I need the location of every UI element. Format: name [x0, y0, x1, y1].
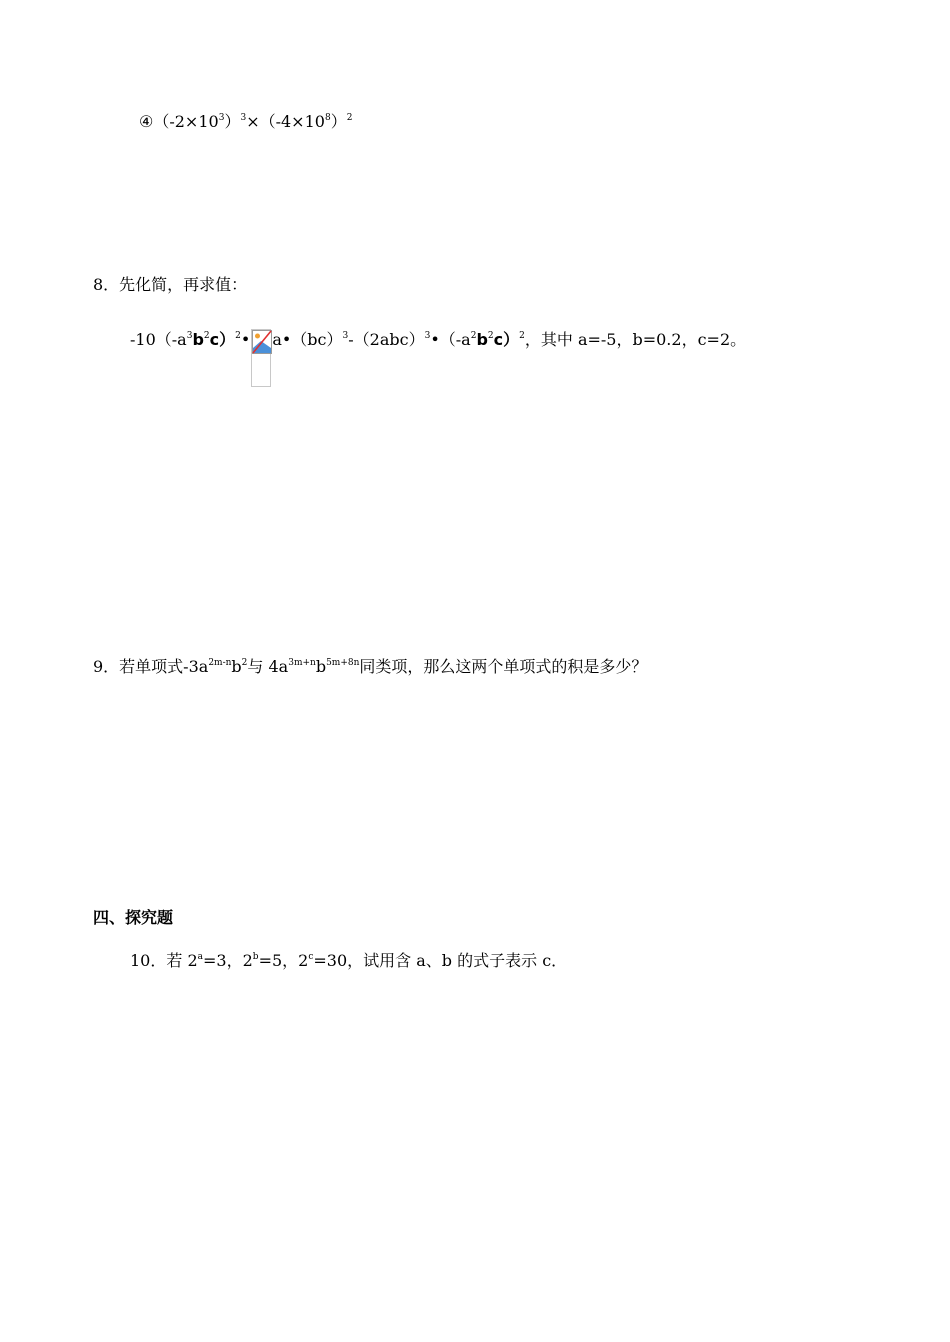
question-9: 9．若单项式$-3a^{2m-n}b^2$与 $4a^{3m+n}b^{5m+8n}$同类项，那么这两个单项式的积是多少？ [93, 657, 648, 676]
broken-image-icon [251, 329, 271, 387]
question-7-part-4: $④(-2\times 10^3)^3\times(-4\times 10^8)^2$ [139, 112, 353, 131]
circled-number-4: ④ [139, 112, 154, 131]
section-heading-explore: 四、探究题 [93, 908, 174, 927]
question-10: 10．若 $2^a=3$，$2^b=5$，$2^c=30$，试用含 a、b 的式子表示 c． [130, 951, 568, 970]
question-8-expression: $-10(-a^3b^2c)^2•$ $a•(bc)^3-(2abc)^3•(-a^2b^2c)^2$，其中 a=-5，b=0.2，c=2。 [130, 329, 746, 387]
question-8-title: 8．先化简，再求值： [93, 275, 248, 294]
